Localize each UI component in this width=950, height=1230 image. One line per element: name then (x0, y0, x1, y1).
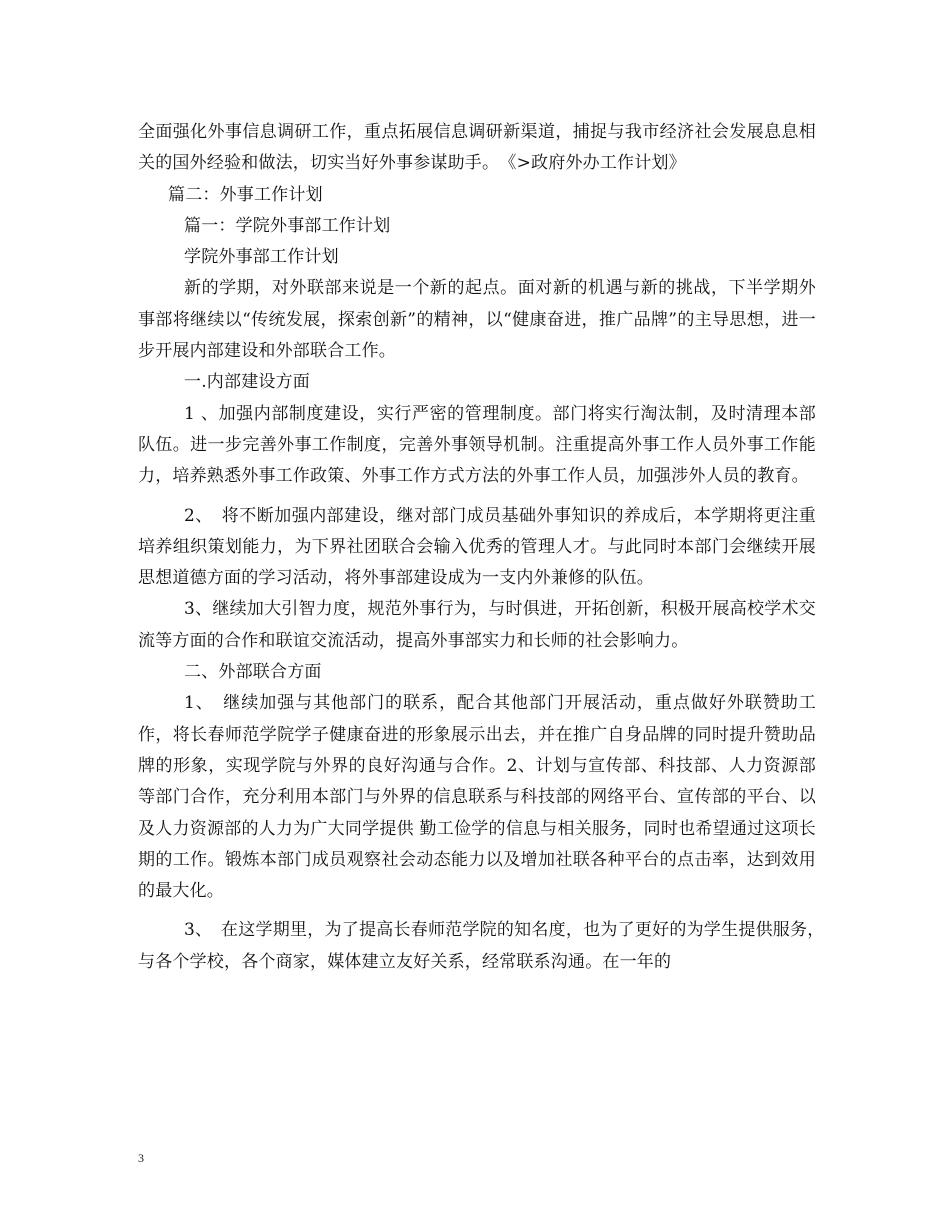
heading-internal-construction: 一.内部建设方面 (184, 372, 311, 393)
paragraph-internal-item-2: 2、 将不断加强内部建设，继对部门成员基础外事知识的养成后，本学期将更注重培养组织策划能力，为下界社团联合会输入优秀的管理人才。与此同时本部门会继续开展思想道德方面的学习活动，将外事部建设成为一支内外兼修的队伍。 (138, 505, 816, 589)
document-body (138, 117, 834, 978)
paragraph-internal-item-1: 1 、加强内部制度建设，实行严密的管理制度。部门将实行淘汰制，及时清理本部队伍。进一步完善外事工作制度，完善外事领导机制。注重提高外事工作人员外事工作能力，培养熟悉外事工作政策、外事工作方式方法的外事工作人员，加强涉外人员的教育。 (138, 403, 816, 487)
paragraph-internal-item-3: 3、继续加大引智力度，规范外事行为，与时俱进，开拓创新，积极开展高校学术交流等方面的合作和联谊交流活动，提高外事部实力和长师的社会影响力。 (138, 599, 816, 651)
subsection-heading-part-one: 篇一：学院外事部工作计划 (184, 215, 391, 236)
paragraph-intro-continuation: 全面强化外事信息调研工作，重点拓展信息调研新渠道，捕捉与我市经济社会发展息息相关的国外经验和做法，切实当好外事参谋助手。 《>政府外办工作计划》 (138, 122, 816, 174)
document-title: 学院外事部工作计划 (184, 247, 339, 268)
paragraph-overview: 新的学期，对外联部来说是一个新的起点。面对新的机遇与新的挑战，下半学期外事部将继续以“传统发展，探索创新”的精神，以“健康奋进，推广品牌”的主导思想，进一步开展内部建设和外部联合工作。 (138, 278, 816, 362)
section-heading-part-two: 篇二：外事工作计划 (168, 184, 323, 205)
page-number: 3 (138, 1151, 144, 1165)
paragraph-external-item-3: 3、 在这学期里，为了提高长春师范学院的知名度，也为了更好的为学生提供服务， 与各个学校，各个商家，媒体建立友好关系，经常联系沟通。在一年的 (138, 920, 834, 972)
paragraph-external-item-1-2: 1、 继续加强与其他部门的联系，配合其他部门开展活动，重点做好外联赞助工作，将长春师范学院学子健康奋进的形象展示出去，并在推广自身品牌的同时提升赞助品牌的形象，实现学院与外界的良好沟通与合作。2、计划与宣传部、科技部、人力资源部等部门合作，充分利用本部门与外界的信息联系与科技部的网络平台、宣传部的平台、以及人力资源部的人力为广大同学提供 勤工俭学的信息与相关服务，同时也希望通过这项长期的工作。锻炼本部门成员观察社会动态能力以及增加社联各种平台的点击率，达到效用的最大化。 (138, 693, 816, 902)
heading-external-cooperation: 二、外部联合方面 (184, 662, 322, 683)
